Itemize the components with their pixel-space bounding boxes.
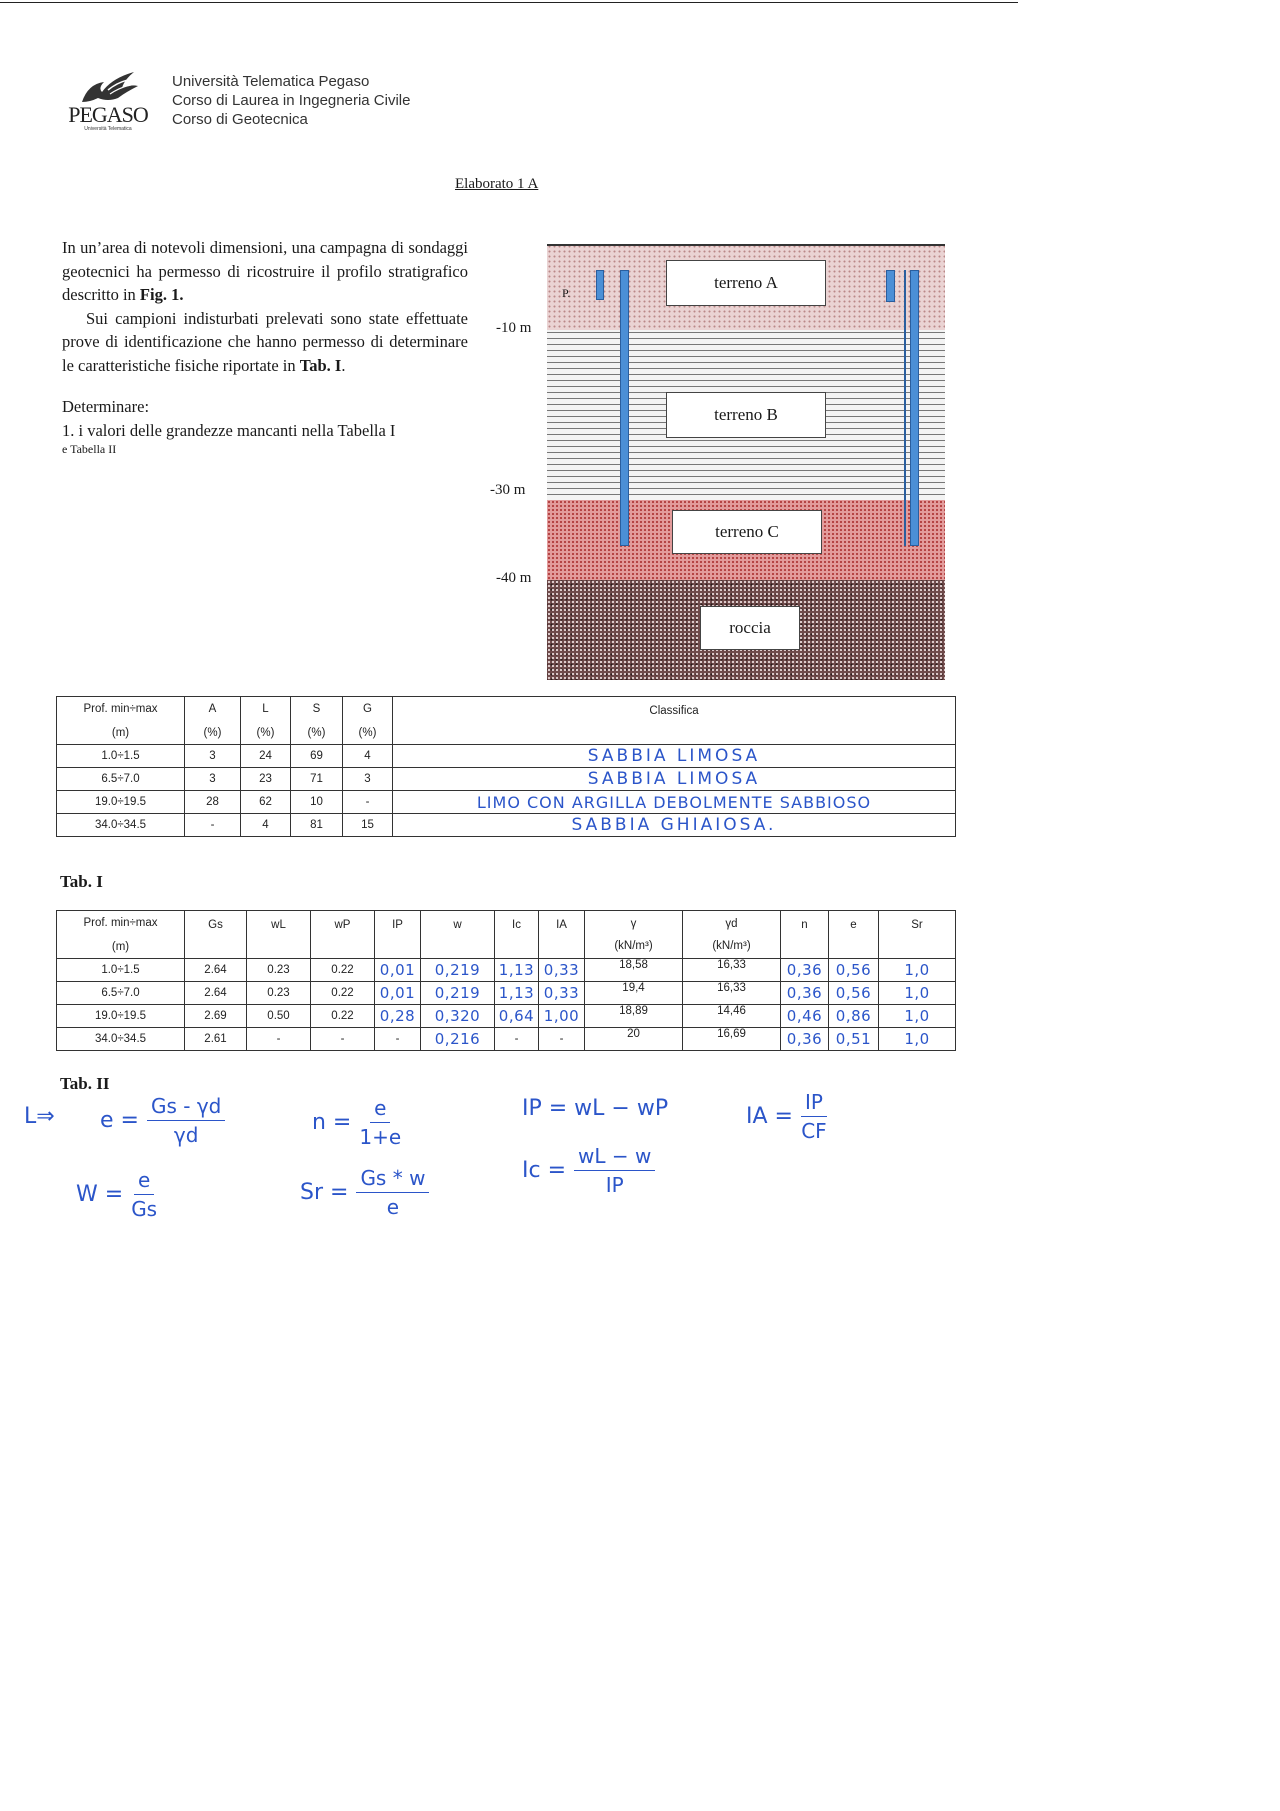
cell-s: 71: [291, 768, 343, 791]
formula-sr-den: e: [386, 1195, 400, 1219]
cell-l: 4: [241, 814, 291, 837]
formula-n-fraction: [359, 1096, 401, 1149]
determine-heading: Determinare:: [62, 397, 150, 416]
cell-gs: 2.61: [185, 1028, 247, 1051]
short-piezometer-right: [886, 270, 895, 302]
handwritten-formulas: [0, 1090, 900, 1250]
table-row: [57, 814, 956, 837]
col-gamma: [585, 911, 683, 959]
formula-w-fraction: [131, 1168, 157, 1221]
header-ia: IA: [556, 919, 567, 931]
table-row: [57, 982, 956, 1005]
cell-ic: 0,64: [495, 1005, 539, 1028]
document-title: Elaborato 1 A: [455, 176, 539, 192]
cell-ip: 0,28: [375, 1005, 421, 1028]
cell-s: 81: [291, 814, 343, 837]
course-name: Corso di Geotecnica: [172, 111, 308, 128]
cell-l: 62: [241, 791, 291, 814]
header-prof: Prof. min÷max: [83, 702, 158, 715]
cell-ia: 0,33: [539, 959, 585, 982]
layer-b-label: terreno B: [666, 392, 826, 438]
table-header-row: [57, 911, 956, 959]
header-prof: Prof. min÷max: [83, 916, 158, 929]
formula-porosity: [312, 1096, 401, 1149]
table-row: [57, 1005, 956, 1028]
cell-n: 0,36: [781, 959, 829, 982]
cell-s: 69: [291, 745, 343, 768]
cell-e: 0,51: [829, 1028, 879, 1051]
col-wp: [311, 911, 375, 959]
cell-ip: 0,01: [375, 959, 421, 982]
cell-gs: 2.64: [185, 982, 247, 1005]
layer-c-label: terreno C: [672, 510, 822, 554]
formula-ia-lhs: IA =: [746, 1104, 793, 1129]
intro-p2-text: Sui campioni indisturbati prelevati sono state effettuate prove di identificazione che hanno permesso di determinare le caratteristiche fisiche riportate in: [62, 308, 468, 375]
cell-ip: -: [375, 1028, 421, 1051]
cell-w: 0,216: [421, 1028, 495, 1051]
cell-ia: 0,33: [539, 982, 585, 1005]
cell-gammad: 16,69: [683, 1028, 781, 1051]
header-classifica: Classifica: [649, 705, 699, 717]
cell-wp: -: [311, 1028, 375, 1051]
cell-wl: 0.50: [247, 1005, 311, 1028]
col-ip: [375, 911, 421, 959]
intro-paragraph-1: [62, 236, 468, 307]
intro-paragraph-2: [62, 307, 468, 378]
col-wl: [247, 911, 311, 959]
col-w: [421, 911, 495, 959]
cell-e: 0,56: [829, 959, 879, 982]
cell-ia: 1,00: [539, 1005, 585, 1028]
cell-sr: 1,0: [879, 982, 956, 1005]
header-e: e: [850, 919, 857, 931]
table-row: [57, 959, 956, 982]
header-gamma: γ: [630, 917, 637, 930]
cell-ic: 1,13: [495, 982, 539, 1005]
cell-a: 3: [185, 745, 241, 768]
cell-classifica: SABBIA LIMOSA: [393, 768, 956, 791]
formula-w-den: Gs: [131, 1197, 158, 1221]
header-gammad-unit: (kN/m³): [712, 939, 751, 952]
cell-g: 3: [343, 768, 393, 791]
intro-p1-text: In un’area di notevoli dimensioni, una campagna di sondaggi geotecnici ha permesso di ricostruire il profilo stratigrafico descritto in: [62, 238, 468, 304]
cell-e: 0,86: [829, 1005, 879, 1028]
cell-a: 3: [185, 768, 241, 791]
header-gamma-unit: (kN/m³): [614, 939, 653, 952]
header-g: G: [363, 702, 372, 715]
intro-p2-end: .: [341, 355, 346, 375]
header-prof-unit: (m): [111, 726, 130, 739]
header-lines: [172, 72, 410, 129]
cell-prof: 1.0÷1.5: [57, 959, 185, 982]
table-row: [57, 745, 956, 768]
piezometer-label: P.: [562, 286, 571, 300]
formula-e-num: Gs - γd: [147, 1094, 225, 1121]
cell-prof: 6.5÷7.0: [57, 768, 185, 791]
formula-water-content: [76, 1168, 157, 1221]
cell-wl: 0.23: [247, 982, 311, 1005]
header-g-unit: (%): [358, 726, 377, 739]
formula-w-num: e: [134, 1168, 154, 1195]
ground-surface: [547, 244, 945, 246]
cell-w: 0,320: [421, 1005, 495, 1028]
header-l-unit: (%): [256, 726, 275, 739]
stratigraphic-profile: [490, 244, 950, 680]
col-ia: [539, 911, 585, 959]
formula-plasticity-index: IP = wL − wP: [522, 1096, 669, 1121]
cell-gammad: 16,33: [683, 982, 781, 1005]
cell-gs: 2.69: [185, 1005, 247, 1028]
cell-wp: 0.22: [311, 1005, 375, 1028]
cell-a: -: [185, 814, 241, 837]
cell-wp: 0.22: [311, 982, 375, 1005]
formula-n-num: e: [370, 1096, 390, 1123]
col-gs: [185, 911, 247, 959]
degree-course: Corso di Laurea in Ingegneria Civile: [172, 92, 411, 109]
formula-ia-fraction: [801, 1090, 827, 1143]
layer-a-label: terreno A: [666, 260, 826, 306]
task-item-1-cont: e Tabella II: [62, 442, 117, 456]
cell-wl: -: [247, 1028, 311, 1051]
cell-sr: 1,0: [879, 1028, 956, 1051]
cell-n: 0,46: [781, 1005, 829, 1028]
col-sr: [879, 911, 956, 959]
cell-gammad: 14,46: [683, 1005, 781, 1028]
header-s-unit: (%): [307, 726, 326, 739]
cell-w: 0,219: [421, 959, 495, 982]
task-item-1: 1. i valori delle grandezze mancanti nella Tabella I: [62, 420, 396, 440]
header-wl: wL: [271, 919, 286, 931]
logo-text: PEGASO: [68, 102, 148, 127]
granulometry-table: [56, 696, 956, 837]
cell-prof: 6.5÷7.0: [57, 982, 185, 1005]
cell-a: 28: [185, 791, 241, 814]
header-ip: IP: [392, 919, 403, 931]
cell-n: 0,36: [781, 982, 829, 1005]
cell-l: 24: [241, 745, 291, 768]
formula-consistency-index: [522, 1144, 655, 1197]
header-w: w: [453, 919, 462, 931]
table-row: [57, 1028, 956, 1051]
formula-ia-den: CF: [801, 1119, 827, 1143]
logo-subtitle: Università Telematica: [84, 126, 132, 132]
header-l: L: [262, 702, 269, 715]
pegasus-wing-icon: [68, 68, 148, 104]
cell-prof: 19.0÷19.5: [57, 1005, 185, 1028]
physical-properties-table: [56, 910, 956, 1051]
col-a: [185, 697, 241, 745]
header-sr: Sr: [911, 919, 923, 931]
formula-w-lhs: W =: [76, 1182, 124, 1207]
cell-wl: 0.23: [247, 959, 311, 982]
top-rule: [0, 2, 1018, 3]
col-gammad: [683, 911, 781, 959]
intro-text: [62, 236, 468, 456]
cell-gamma: 18,89: [585, 1005, 683, 1028]
header-a: A: [208, 702, 217, 715]
cell-g: 15: [343, 814, 393, 837]
long-piezometer-right: [910, 270, 919, 546]
cell-gamma: 18,58: [585, 959, 683, 982]
formula-ia-num: IP: [801, 1090, 827, 1117]
header-s: S: [312, 702, 321, 715]
cell-classifica: LIMO CON ARGILLA DEBOLMENTE SABBIOSO: [393, 791, 956, 814]
cell-wp: 0.22: [311, 959, 375, 982]
formula-void-ratio: [100, 1094, 225, 1147]
formula-e-fraction: [147, 1094, 225, 1147]
col-ic: [495, 911, 539, 959]
col-l: [241, 697, 291, 745]
col-prof: [57, 911, 185, 959]
col-n: [781, 911, 829, 959]
formula-e-den: γd: [173, 1123, 199, 1147]
cell-prof: 34.0÷34.5: [57, 1028, 185, 1051]
cell-gamma: 20: [585, 1028, 683, 1051]
header-gs: Gs: [208, 919, 223, 931]
cell-prof: 19.0÷19.5: [57, 791, 185, 814]
cell-prof: 1.0÷1.5: [57, 745, 185, 768]
table-row: [57, 768, 956, 791]
header-gammad: γd: [725, 917, 738, 930]
cell-ia: -: [539, 1028, 585, 1051]
long-piezometer-left: [620, 270, 629, 546]
formula-sr-lhs: Sr =: [300, 1180, 349, 1205]
formula-sr-fraction: [356, 1166, 429, 1219]
col-e: [829, 911, 879, 959]
piezometer-guide: [904, 270, 906, 546]
cell-g: 4: [343, 745, 393, 768]
cell-gs: 2.64: [185, 959, 247, 982]
short-piezometer-left: [596, 270, 604, 300]
table-header-row: [57, 697, 956, 745]
cell-e: 0,56: [829, 982, 879, 1005]
depth-label-30: -30 m: [490, 482, 526, 498]
cell-l: 23: [241, 768, 291, 791]
table-row: [57, 791, 956, 814]
formula-ic-den: IP: [605, 1173, 624, 1197]
document-header: [68, 68, 488, 140]
cell-classifica: SABBIA LIMOSA: [393, 745, 956, 768]
formula-n-lhs: n =: [312, 1110, 352, 1135]
col-g: [343, 697, 393, 745]
formula-sr-num: Gs * w: [356, 1166, 429, 1193]
university-name: Università Telematica Pegaso: [172, 73, 370, 90]
tab-ref: Tab. I: [299, 355, 342, 375]
col-classifica: [393, 697, 956, 745]
cell-s: 10: [291, 791, 343, 814]
cell-w: 0,219: [421, 982, 495, 1005]
header-ic: Ic: [512, 919, 521, 931]
cell-gammad: 16,33: [683, 959, 781, 982]
header-prof-unit: (m): [111, 940, 130, 953]
tab-1-label: Tab. I: [60, 872, 103, 891]
cell-n: 0,36: [781, 1028, 829, 1051]
cell-prof: 34.0÷34.5: [57, 814, 185, 837]
formula-n-den: 1+e: [359, 1125, 402, 1149]
col-prof: [57, 697, 185, 745]
cell-gamma: 19,4: [585, 982, 683, 1005]
cell-ip: 0,01: [375, 982, 421, 1005]
header-n: n: [801, 919, 808, 931]
cell-g: -: [343, 791, 393, 814]
depth-label-40: -40 m: [496, 570, 532, 586]
formula-ic-num: wL − w: [574, 1144, 655, 1171]
cell-ic: 1,13: [495, 959, 539, 982]
cell-sr: 1,0: [879, 959, 956, 982]
rock-label: roccia: [700, 606, 800, 650]
formula-activity-index: [746, 1090, 827, 1143]
fig-ref: Fig. 1.: [139, 285, 184, 304]
header-a-unit: (%): [203, 726, 222, 739]
formula-ic-lhs: Ic =: [522, 1158, 567, 1183]
cell-ic: -: [495, 1028, 539, 1051]
col-s: [291, 697, 343, 745]
formula-e-lhs: e =: [100, 1108, 139, 1133]
tab-2-label: Tab. II: [60, 1074, 110, 1093]
formula-ic-fraction: [574, 1144, 655, 1197]
pegaso-logo: [68, 68, 148, 140]
depth-label-10: -10 m: [496, 320, 532, 336]
arrow-note: L⇒: [24, 1104, 55, 1129]
cell-sr: 1,0: [879, 1005, 956, 1028]
cell-classifica: SABBIA GHIAIOSA.: [393, 814, 956, 837]
formula-saturation: [300, 1166, 429, 1219]
header-wp: wP: [334, 919, 351, 931]
